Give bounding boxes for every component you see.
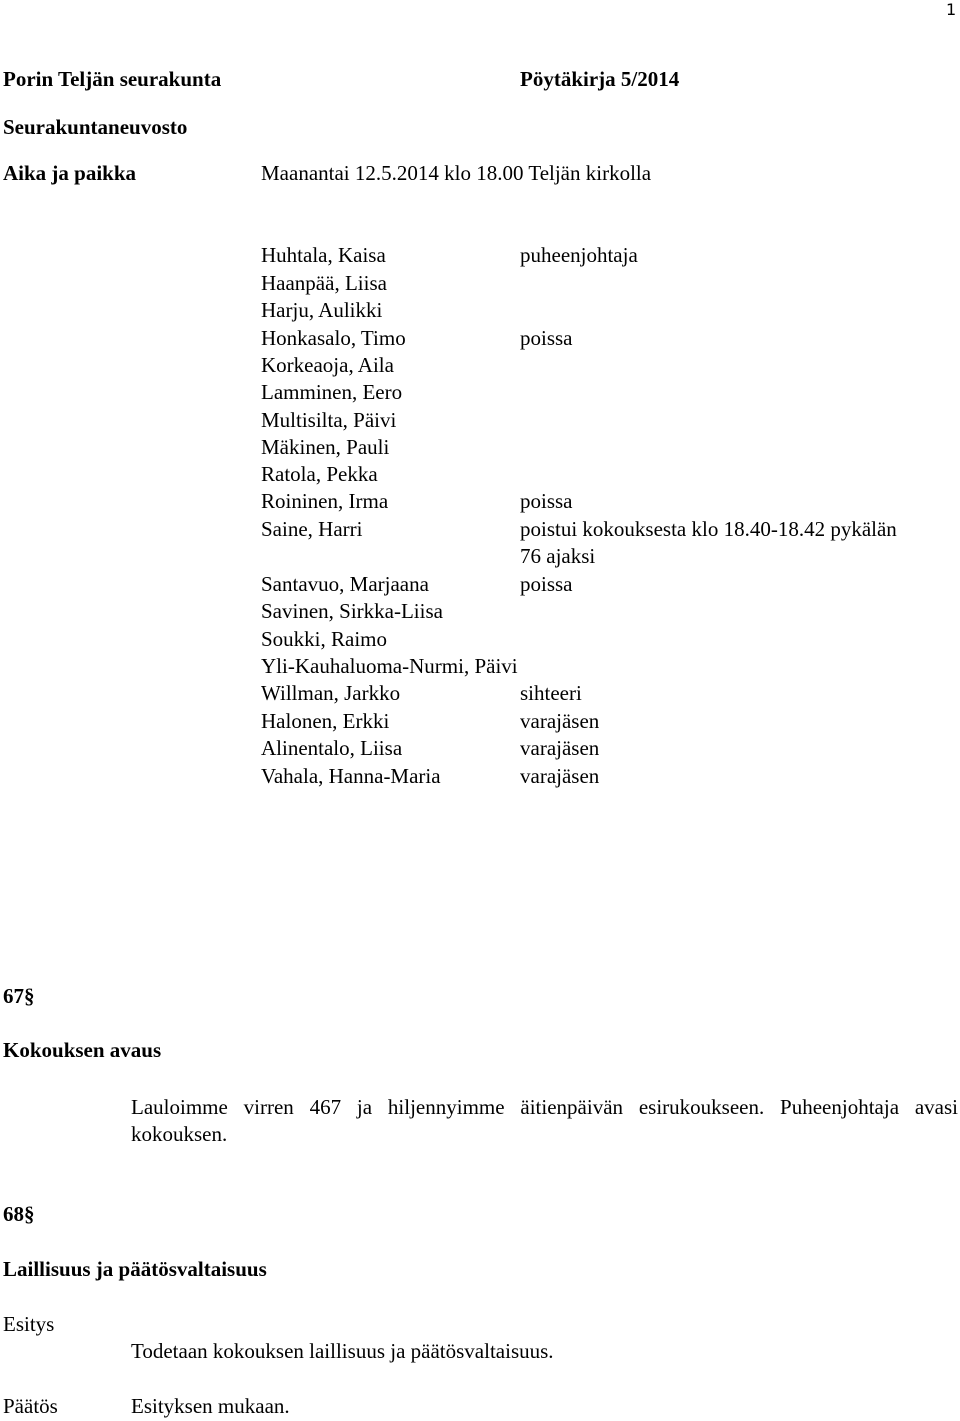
section-text: Lauloimme virren 467 ja hiljennyimme äitienpäivän esirukoukseen. Puheenjohtaja avasi kokouksen. [131, 1095, 958, 1147]
section-title: Laillisuus ja päätösvaltaisuus [3, 1257, 267, 1281]
section-sign-icon: § [24, 984, 35, 1008]
attendee-role: poissa [520, 572, 573, 596]
attendee-name: Santavuo, Marjaana [261, 572, 429, 596]
proposal-text: Todetaan kokouksen laillisuus ja päätösvaltaisuus. [131, 1339, 554, 1363]
time-place-label: Aika ja paikka [3, 161, 137, 185]
attendee-role: sihteeri [520, 681, 582, 705]
attendee-name: Honkasalo, Timo [261, 326, 406, 350]
attendee-name: Saine, Harri [261, 517, 363, 541]
attendee-name: Willman, Jarkko [261, 681, 401, 705]
council-name: Seurakuntaneuvosto [3, 115, 188, 139]
attendee-name: Mäkinen, Pauli [261, 435, 390, 459]
time-place-value: Maanantai 12.5.2014 klo 18.00 Teljän kirkolla [261, 161, 652, 185]
attendee-name: Huhtala, Kaisa [261, 243, 386, 267]
attendee-name: Halonen, Erkki [261, 709, 390, 733]
section-heading [3, 1204, 35, 1225]
attendee-name: Lamminen, Eero [261, 380, 403, 404]
section-number: 67 [3, 984, 24, 1008]
attendee-name: Haanpää, Liisa [261, 271, 387, 295]
attendee-role: varajäsen [520, 709, 600, 733]
attendee-role: poissa [520, 326, 573, 350]
section-number: 68 [3, 1202, 24, 1226]
attendee-name: Roininen, Irma [261, 489, 389, 513]
section-heading [3, 986, 35, 1007]
attendee-role: varajäsen [520, 764, 600, 788]
document-title: Pöytäkirja 5/2014 [520, 67, 680, 91]
organization-name: Porin Teljän seurakunta [3, 67, 222, 91]
attendee-name: Multisilta, Päivi [261, 408, 397, 432]
attendee-name: Vahala, Hanna-Maria [261, 764, 441, 788]
section-sign-icon: § [24, 1202, 35, 1226]
attendee-name: Korkeaoja, Aila [261, 353, 394, 377]
proposal-label: Esitys [3, 1312, 55, 1336]
decision-label: Päätös [3, 1394, 58, 1418]
page-number: 1 [946, 0, 957, 19]
decision-text: Esityksen mukaan. [131, 1394, 290, 1418]
attendee-name: Ratola, Pekka [261, 462, 378, 486]
attendee-name: Alinentalo, Liisa [261, 736, 403, 760]
attendee-name: Savinen, Sirkka-Liisa [261, 599, 443, 623]
attendee-role: poistui kokouksesta klo 18.40-18.42 pykälän [520, 517, 897, 541]
section-title: Kokouksen avaus [3, 1038, 162, 1062]
attendee-role: varajäsen [520, 736, 600, 760]
attendee-name: Yli-Kauhaluoma-Nurmi, Päivi [261, 654, 518, 678]
attendee-role-continued: 76 ajaksi [520, 544, 596, 568]
attendee-name: Soukki, Raimo [261, 627, 388, 651]
attendee-role: puheenjohtaja [520, 243, 638, 267]
attendee-name: Harju, Aulikki [261, 298, 383, 322]
attendee-role: poissa [520, 489, 573, 513]
